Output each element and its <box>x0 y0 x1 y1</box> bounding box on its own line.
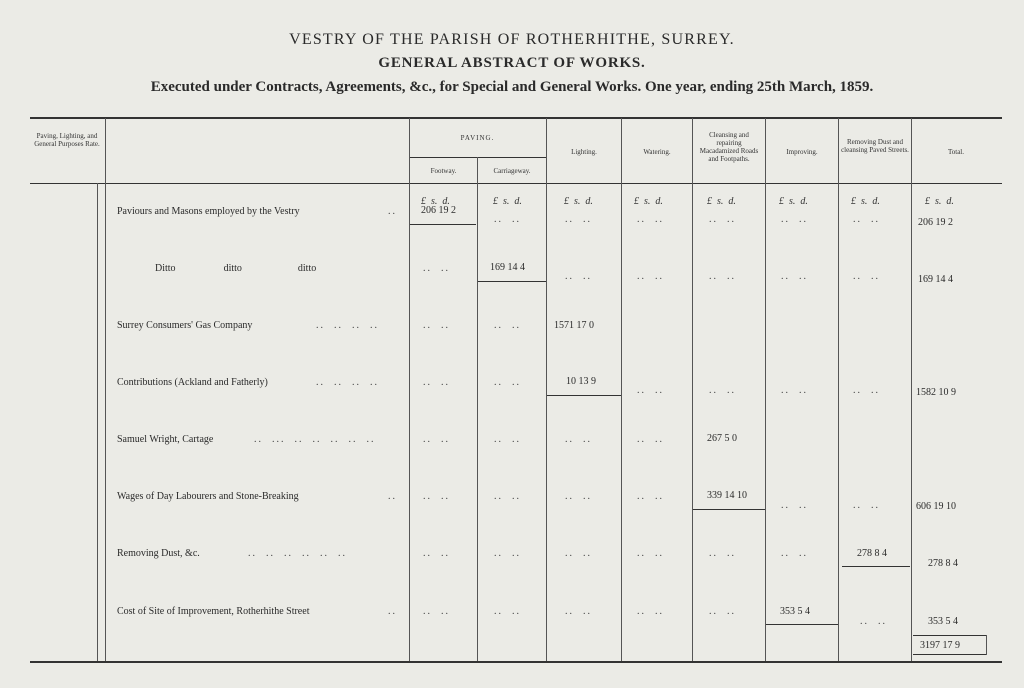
leader-dots: .. .. <box>709 385 736 396</box>
leader-dots: .. .. <box>781 271 808 282</box>
leader-dots: .. .. <box>709 606 736 617</box>
improving-amount: 353 5 4 <box>780 606 810 617</box>
col-rule <box>911 118 912 661</box>
footway-amount: 206 19 2 <box>421 205 456 216</box>
leader-dots: .. .. <box>709 214 736 225</box>
leader-dots: .. .. <box>637 434 664 445</box>
row-total: 206 19 2 <box>918 217 953 228</box>
leader-dots: .. ... .. .. .. .. .. <box>254 434 376 445</box>
leader-dots: .. .. <box>853 500 880 511</box>
amount-underline <box>478 281 546 282</box>
row-label-ditto: Ditto ditto ditto <box>155 263 317 274</box>
grand-total: 3197 17 9 <box>920 640 960 651</box>
leader-dots: .. .. <box>860 616 887 627</box>
lighting-amount: 1571 17 0 <box>554 320 594 331</box>
lsd-heading: £ s. d. <box>634 196 663 207</box>
leader-dots: .. .. <box>853 214 880 225</box>
col-rule <box>621 118 622 661</box>
leader-dots: .. .. <box>853 385 880 396</box>
leader-dots: .. .. .. .. .. .. <box>248 548 347 559</box>
leader-dots: .. .. <box>853 271 880 282</box>
col-rule <box>546 118 547 661</box>
lsd-heading: £ s. d. <box>925 196 954 207</box>
amount-underline <box>547 395 621 396</box>
table-bottom-rule <box>30 661 1002 663</box>
leader-dots: .. .. <box>494 434 521 445</box>
document-subtitle: GENERAL ABSTRACT OF WORKS. <box>378 55 646 71</box>
leader-dots: .. .. <box>781 548 808 559</box>
row-label: Cost of Site of Improvement, Rotherhithe Street <box>117 606 310 617</box>
leader-dots: .. <box>388 606 397 617</box>
leader-dots: .. .. <box>423 263 450 274</box>
lsd-heading: £ s. d. <box>421 196 450 207</box>
col-rule <box>692 118 693 661</box>
lsd-heading: £ s. d. <box>779 196 808 207</box>
leader-dots: .. .. <box>565 606 592 617</box>
row-label: Paviours and Masons employed by the Vestry <box>117 206 300 217</box>
leader-dots: .. .. <box>423 606 450 617</box>
col-header-cleansing: Cleansing and repairing Macadamized Roads and Footpaths. <box>699 131 759 163</box>
leader-dots: .. .. <box>637 385 664 396</box>
leader-dots: .. .. <box>494 491 521 502</box>
leader-dots: .. .. .. .. <box>316 320 379 331</box>
leader-dots: .. <box>388 491 397 502</box>
leader-dots: .. .. <box>494 548 521 559</box>
row-total: 1582 10 9 <box>916 387 956 398</box>
col-header-removing: Removing Dust and cleansing Paved Streets. <box>841 138 909 154</box>
lsd-heading: £ s. d. <box>564 196 593 207</box>
col-rule <box>97 183 98 661</box>
document-title: VESTRY OF THE PARISH OF ROTHERHITHE, SURREY. <box>289 31 735 48</box>
leader-dots: .. .. <box>781 500 808 511</box>
grand-total-underline <box>913 654 987 655</box>
leader-dots: .. .. <box>781 214 808 225</box>
leader-dots: .. .. <box>709 548 736 559</box>
col-rule <box>105 118 106 661</box>
leader-dots: .. .. <box>494 606 521 617</box>
row-total: 353 5 4 <box>928 616 958 627</box>
leader-dots: .. .. <box>709 271 736 282</box>
leader-dots: .. .. <box>637 491 664 502</box>
leader-dots: .. .. <box>494 320 521 331</box>
col-header-watering: Watering. <box>643 148 671 156</box>
leader-dots: .. .. <box>494 377 521 388</box>
leader-dots: .. .. <box>565 548 592 559</box>
row-label: Surrey Consumers' Gas Company <box>117 320 253 331</box>
row-label: Contributions (Ackland and Fatherly) <box>117 377 268 388</box>
lsd-heading: £ s. d. <box>851 196 880 207</box>
cleansing-amount: 267 5 0 <box>707 433 737 444</box>
grand-total-rule <box>913 635 987 636</box>
leader-dots: .. .. <box>565 271 592 282</box>
col-header-footway: Footway. <box>430 167 457 175</box>
amount-underline <box>842 566 910 567</box>
col-rule <box>409 118 410 661</box>
row-total: 169 14 4 <box>918 274 953 285</box>
amount-underline <box>766 624 838 625</box>
row-total: 278 8 4 <box>928 558 958 569</box>
leader-dots: .. .. <box>423 491 450 502</box>
leader-dots: .. .. <box>565 491 592 502</box>
leader-dots: .. .. <box>423 320 450 331</box>
header-bottom-rule <box>30 183 1002 184</box>
leader-dots: .. .. <box>423 377 450 388</box>
leader-dots: .. .. .. .. <box>316 377 379 388</box>
row-label: Samuel Wright, Cartage <box>117 434 214 445</box>
col-header-carriageway: Carriageway. <box>493 167 531 175</box>
col-header-lighting: Lighting. <box>571 148 597 156</box>
col-rule <box>765 118 766 661</box>
lighting-amount: 10 13 9 <box>566 376 596 387</box>
col-header-rate: Paving, Lighting, and General Purposes Rate. <box>34 132 100 148</box>
leader-dots: .. <box>388 206 397 217</box>
leader-dots: .. .. <box>494 214 521 225</box>
leader-dots: .. .. <box>637 606 664 617</box>
leader-dots: .. .. <box>565 434 592 445</box>
carriageway-amount: 169 14 4 <box>490 262 525 273</box>
leader-dots: .. .. <box>565 214 592 225</box>
leader-dots: .. .. <box>423 548 450 559</box>
document-period: Executed under Contracts, Agreements, &c., for Special and General Works. One year, ending 25th March, 1859. <box>150 79 874 95</box>
leader-dots: .. .. <box>637 548 664 559</box>
leader-dots: .. .. <box>637 271 664 282</box>
row-label: Removing Dust, &c. <box>117 548 200 559</box>
col-rule <box>477 157 478 661</box>
cleansing-amount: 339 14 10 <box>707 490 747 501</box>
lsd-heading: £ s. d. <box>707 196 736 207</box>
lsd-heading: £ s. d. <box>493 196 522 207</box>
row-label: Wages of Day Labourers and Stone-Breaking <box>117 491 299 502</box>
col-header-paving: PAVING. <box>460 134 495 142</box>
amount-underline <box>410 224 476 225</box>
row-total: 606 19 10 <box>916 501 956 512</box>
col-header-improving: Improving. <box>786 148 818 156</box>
leader-dots: .. .. <box>781 385 808 396</box>
leader-dots: .. .. <box>423 434 450 445</box>
leader-dots: .. .. <box>637 214 664 225</box>
grand-total-rule-right <box>986 635 987 655</box>
amount-underline <box>693 509 765 510</box>
col-rule <box>838 118 839 661</box>
table-top-rule <box>30 117 1002 119</box>
col-header-total: Total. <box>947 148 965 156</box>
removing-amount: 278 8 4 <box>857 548 887 559</box>
